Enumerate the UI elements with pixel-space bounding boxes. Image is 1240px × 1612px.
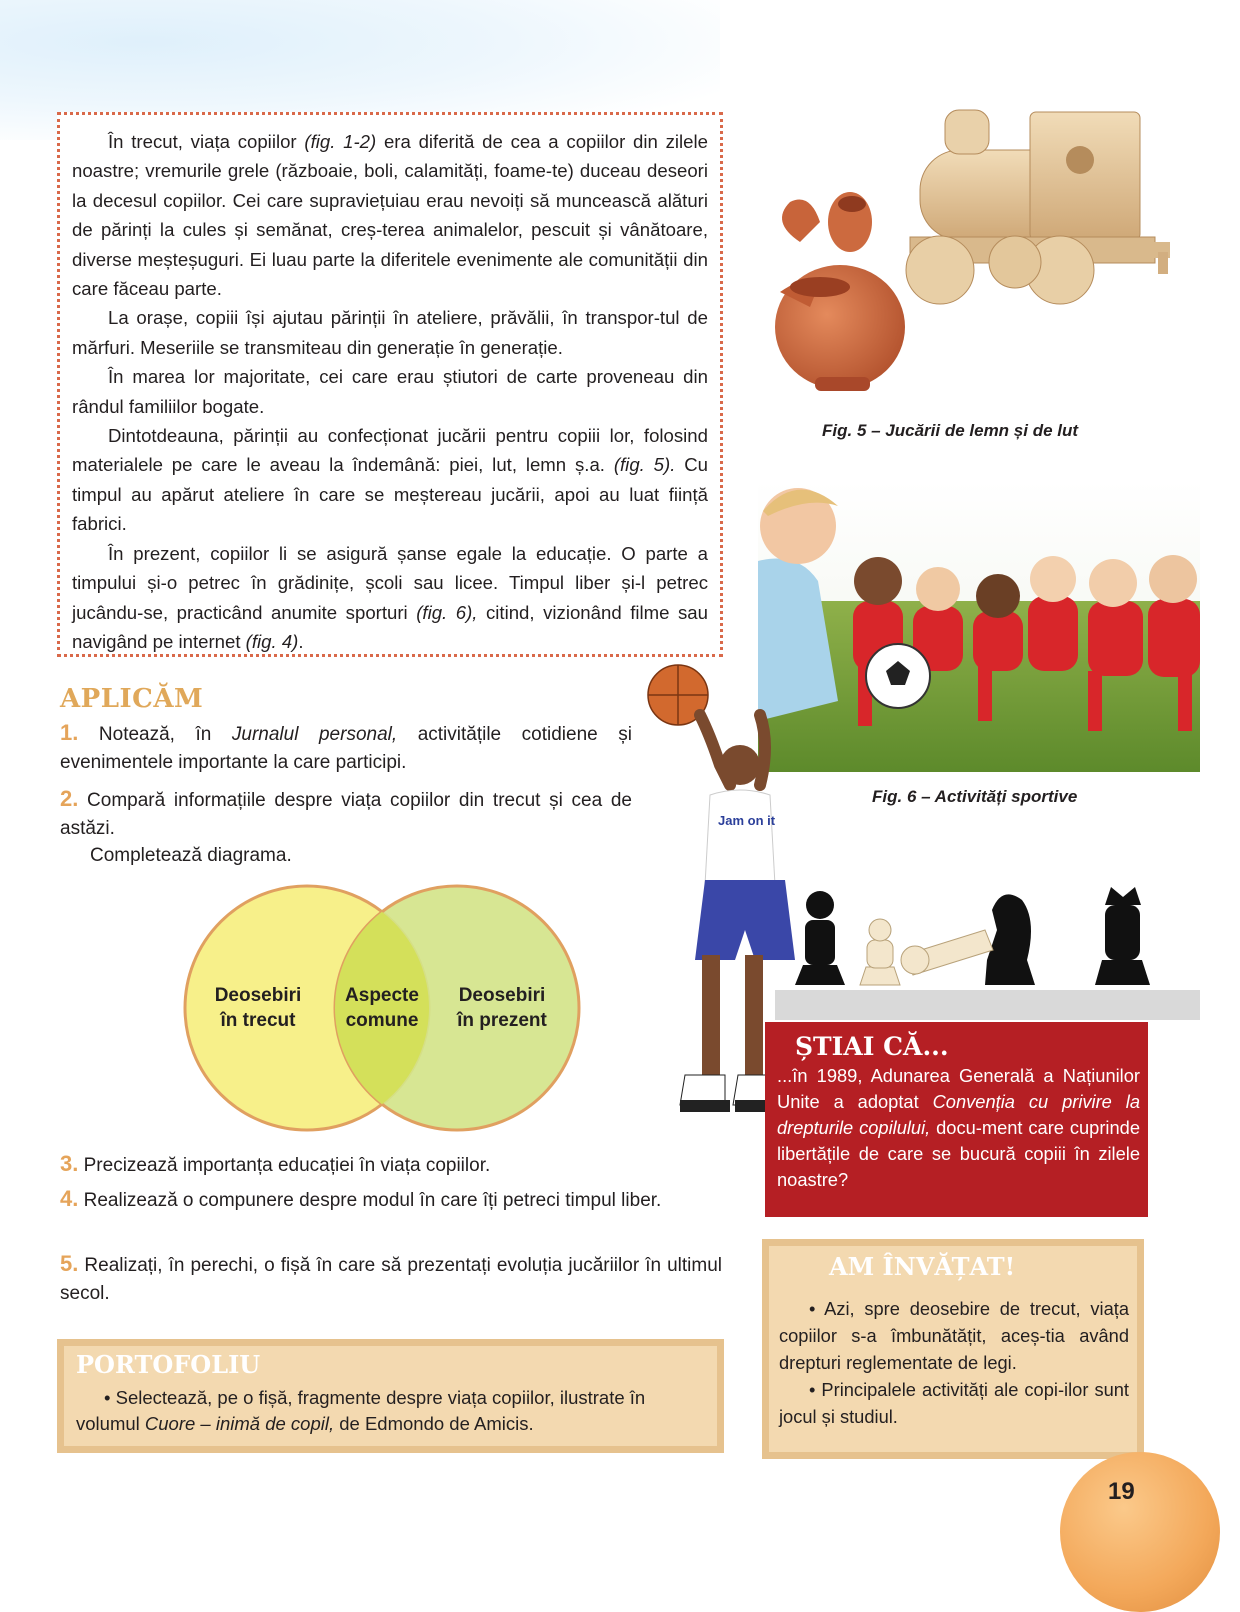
am-invatat-bullet-2: • Principalele activități ale copi-ilor sunt jocul și studiul. xyxy=(779,1379,1129,1427)
stiai-ca-title: ȘTIAI CĂ... xyxy=(795,1032,949,1061)
portofoliu-text: • Selectează, pe o fișă, fragmente despre viața copiilor, ilustrate în volumul Cuore – inimă de copil, de Edmondo de Amicis. xyxy=(76,1387,646,1434)
portofoliu-title: PORTOFOLIU xyxy=(76,1350,261,1379)
intro-paragraph-1: În trecut, viața copiilor (fig. 1-2) era diferită de cea a copiilor din zilele noastre; vremurile grele (războaie, boli, calamități, foame-te) duceau deseori la decesul copiilor. Cei care supraviețuiau erau nevoiți să muncească alături de părinți la cules și semănat, creș-terea animalelor, pescuit și vânătoare, diverse meșteșuguri. Ei luau parte la diferitele evenimente ale comunității din care făceau parte. xyxy=(72,131,708,300)
task-5: 5. Realizați, în perechi, o fișă în care să prezentați evoluția jucăriilor în ultimul secol. xyxy=(60,1251,722,1304)
figure-5-caption: Fig. 5 – Jucării de lemn și de lut xyxy=(822,421,1079,440)
figure-5-toys xyxy=(760,92,1200,402)
task-1: 1. Notează, în Jurnalul personal, activitățile cotidiene și evenimentele importante la care participi. xyxy=(60,720,632,773)
stiai-ca-text: ...în 1989, Adunarea Generală a Națiunilor Unite a adoptat Convenția cu privire la drepturile copilului, docu-ment care cuprinde libertățile de care se bucură copiii în zilele noastre? xyxy=(777,1065,1140,1190)
am-invatat-bullet-1: • Azi, spre deosebire de trecut, viața copiilor s-a îmbunătățit, aceș-tia având drepturi reglementate de legi. xyxy=(779,1298,1129,1373)
stiai-ca-box xyxy=(765,1022,1148,1217)
venn-right-label: Deosebiri în prezent xyxy=(457,985,547,1031)
clay-and-wood-toys-illustration xyxy=(760,92,1200,402)
task-4: 4. Realizează o compunere despre modul în care îți petreci timpul liber. xyxy=(60,1186,662,1211)
figure-6-caption: Fig. 6 – Activități sportive xyxy=(872,787,1078,806)
page-number-circle xyxy=(1060,1452,1220,1612)
task-2-instruction: Completează diagrama. xyxy=(90,845,292,866)
aplicam-heading: APLICĂM xyxy=(60,684,204,714)
am-invatat-title: AM ÎNVĂȚAT! xyxy=(829,1252,1016,1281)
venn-left-label: Deosebiri în trecut xyxy=(214,985,302,1031)
intro-text-box xyxy=(57,112,723,657)
am-invatat-box xyxy=(762,1239,1144,1459)
intro-paragraph-5: În prezent, copiilor li se asigură șanse egale la educație. O parte a timpului și-o petrec în grădinițe, școli sau licee. Timpul liber și-l petrec jucându-se, practicând anumite sporturi (fig. 6), citind, vizionând filme sau navigând pe internet (fig. 4). xyxy=(72,542,708,652)
intro-paragraph-4: Dintotdeauna, părinții au confecționat jucării pentru copiii lor, folosind materialele pe care le aveau la îndemână: piei, lut, lemn ș.a. (fig. 5). Cu timpul au apărut ateliere în care se meștereau jucării, apoi au luat ființă fabrici. xyxy=(72,425,708,535)
venn-middle-label: Aspecte comune xyxy=(345,985,419,1031)
chess-pieces-image xyxy=(775,860,1200,1020)
jersey-text: Jam on it xyxy=(718,813,776,828)
page-number: 19 xyxy=(1108,1478,1135,1505)
portofoliu-box xyxy=(57,1339,724,1453)
figure-6-sports-photo xyxy=(758,481,1200,772)
kids-soccer-team-illustration xyxy=(758,481,1200,772)
task-3: 3. Precizează importanța educației în viața copiilor. xyxy=(60,1151,491,1176)
task-2: 2. Compară informațiile despre viața copiilor din trecut și cea de astăzi. xyxy=(60,786,632,839)
intro-paragraph-3: În marea lor majoritate, cei care erau știutori de carte proveneau din rândul familiilor bogate. xyxy=(72,366,708,417)
intro-paragraph-2: La orașe, copiii își ajutau părinții în ateliere, prăvălii, în transpor-tul de mărfuri. Meseriile se transmiteau din generație în generație. xyxy=(72,307,708,358)
chess-pieces-illustration xyxy=(775,860,1200,1020)
